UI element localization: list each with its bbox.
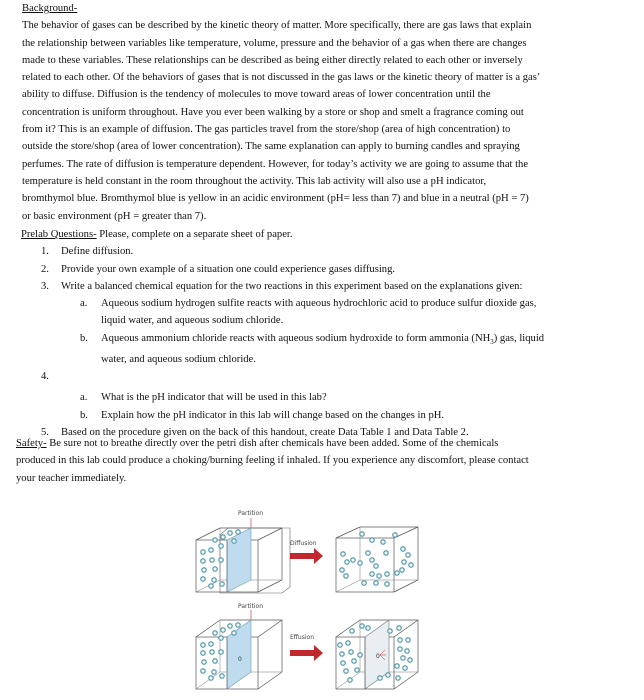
background-line: the relationship between variables like temperature, volume, pressure and the behavior of a gas when there are changes <box>22 37 527 49</box>
question-3b <box>21 330 631 369</box>
question-number: 4. <box>41 371 49 383</box>
background-section <box>22 0 632 225</box>
background-line: made to these variables. These relationships can be described as being either directly related to each other or inversely <box>22 54 523 66</box>
text-segment: Aqueous ammonium chloride reacts with aqueous sodium hydroxide to form ammonia (NH <box>101 332 491 344</box>
diffusion-effusion-diagram <box>190 500 430 700</box>
background-heading: Background- <box>22 3 78 14</box>
background-line: The behavior of gases can be described by the kinetic theory of matter. More specifically, there are gas laws that explain <box>22 20 532 32</box>
diffusion-label: Diffusion <box>290 540 317 547</box>
background-line: bromthymol blue. Bromthymol blue is yellow in an acidic environment (pH= less than 7) and blue in a neutral (pH = 7) <box>22 193 529 205</box>
text-segment: ) gas, liquid <box>493 332 545 344</box>
background-line: from it? This is an example of diffusion. The gas particles travel from the store/shop (area of high concentration) to <box>22 124 511 136</box>
question-text: Aqueous sodium hydrogen sulfite reacts with aqueous hydrochloric acid to produce sulfur dioxide gas, <box>101 298 537 310</box>
question-1 <box>21 243 631 260</box>
question-letter: a. <box>80 392 88 404</box>
diagram-illustration <box>190 500 430 700</box>
question-3 <box>21 278 631 295</box>
hole-label: 0 <box>238 656 242 663</box>
background-line: outside the store/shop (area of lower concentration). The same explanation can apply to burning candles and spraying <box>22 141 520 153</box>
prelab-question-list <box>21 243 631 441</box>
diffusion-before-box <box>196 528 290 593</box>
background-line: or basic environment (pH = greater than 7). <box>22 210 207 222</box>
subscript: 3 <box>490 337 494 346</box>
question-text: What is the pH indicator that will be used in this lab? <box>101 392 327 404</box>
prelab-intro: Please, complete on a separate sheet of paper. <box>96 229 293 240</box>
question-number: 5. <box>41 427 49 439</box>
question-text: Provide your own example of a situation one could experience gases diffusing. <box>61 263 396 275</box>
partition-label: Partition <box>238 603 264 610</box>
question-4 <box>21 368 631 385</box>
effusion-after-box <box>336 620 418 689</box>
prelab-heading: Prelab Questions- <box>21 229 97 240</box>
effusion-arrow-icon <box>290 645 323 661</box>
hole-label: 0 <box>376 653 380 660</box>
question-number: 1. <box>41 246 49 258</box>
question-4a <box>21 389 631 406</box>
safety-line: Be sure not to breathe directly over the petri dish after chemicals have been added. Some of the chemicals <box>46 438 499 449</box>
background-line: related to each other. Of the behaviors of gases that is not discussed in the gas laws or the kinetic theory of matter is a gas’ <box>22 72 541 84</box>
question-4b <box>21 407 631 424</box>
partition-label: Partition <box>238 510 264 517</box>
question-text: liquid water, and aqueous sodium chloride. <box>101 315 284 327</box>
question-2 <box>21 261 631 278</box>
background-line: temperature is held constant in the room throughout the activity. This lab activity will also use a pH indicator, <box>22 175 487 187</box>
effusion-before-box <box>196 620 282 689</box>
safety-section <box>16 435 626 487</box>
effusion-label: Effusion <box>290 634 314 641</box>
background-line: perfumes. The rate of diffusion is temperature dependent. However, for today’s activity we are going to assume that the <box>22 158 529 170</box>
background-line: ability to diffuse. Diffusion is the tendency of molecules to move toward areas of lower concentration until the <box>22 89 491 101</box>
question-3a <box>21 295 631 330</box>
safety-heading: Safety- <box>16 438 47 449</box>
question-letter: b. <box>80 409 88 421</box>
question-text: Based on the procedure given on the back of this handout, create Data Table 1 and Data Table 2. <box>61 427 469 439</box>
question-text: Explain how the pH indicator in this lab will change based on the changes in pH. <box>101 409 445 421</box>
question-number: 3. <box>41 280 49 292</box>
background-line: concentration is uniform throughout. Have you ever been walking by a store or shop and smelt a fragrance coming out <box>22 106 524 118</box>
question-text: Define diffusion. <box>61 246 134 258</box>
prelab-section <box>21 226 631 441</box>
question-text: Write a balanced chemical equation for the two reactions in this experiment based on the explanations given: <box>61 280 523 292</box>
diffusion-after-box <box>336 527 418 592</box>
safety-line: produced in this lab could produce a choking/burning feeling if inhaled. If you experience any discomfort, please contact <box>16 455 529 467</box>
safety-line: your teacher immediately. <box>16 472 127 484</box>
question-number: 2. <box>41 263 49 275</box>
diffusion-arrow-icon <box>290 548 323 564</box>
question-letter: a. <box>80 298 88 310</box>
question-letter: b. <box>80 332 88 344</box>
question-text <box>101 330 631 351</box>
question-text: water, and aqueous sodium chloride. <box>101 354 256 366</box>
